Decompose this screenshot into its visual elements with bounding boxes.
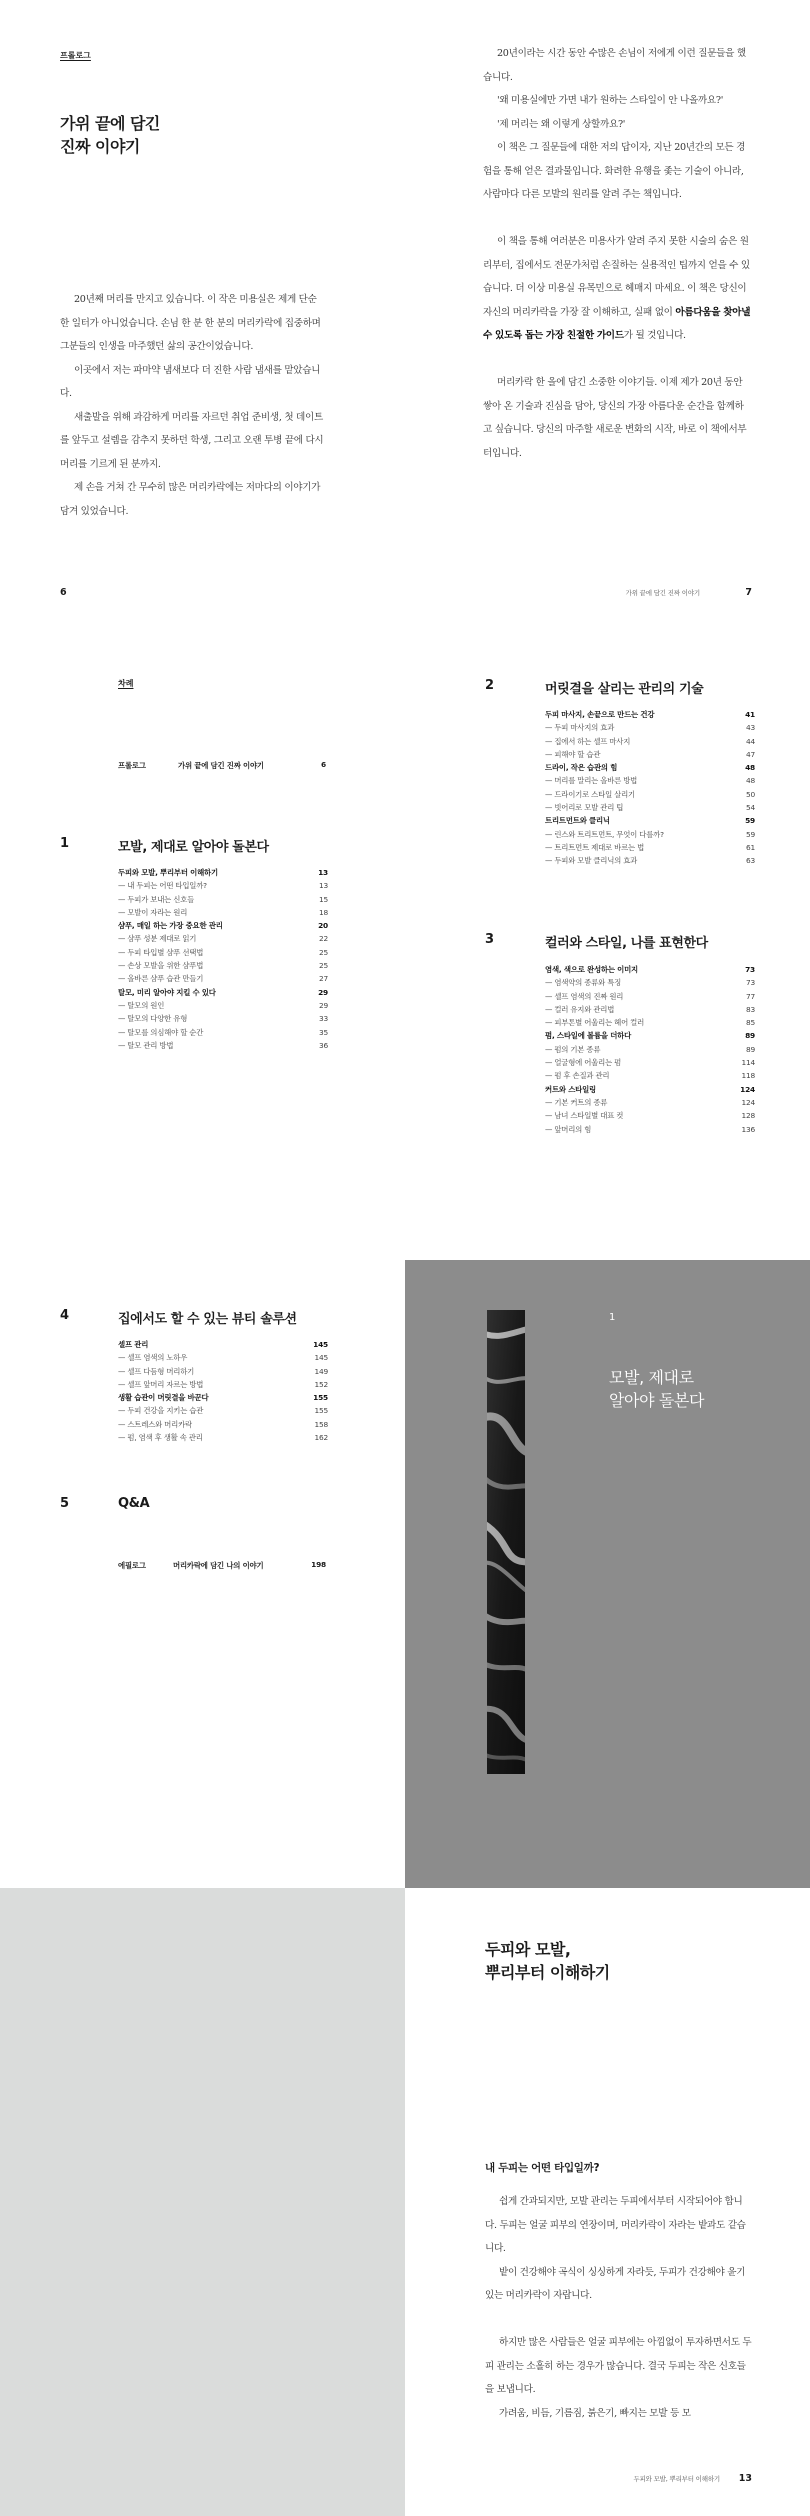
toc-entry-title: — 셀프 염색의 노하우	[118, 1353, 188, 1363]
toc-subsection-entry[interactable]	[118, 1026, 328, 1039]
toc-subsection-entry[interactable]	[545, 735, 755, 748]
toc-entry-page: 198	[311, 1560, 326, 1569]
paragraph-text: 이 책을 통해 여러분은 미용사가 알려 주지 못한 시술의 숨은 원리부터, 집에서도 전문가처럼 손질하는 실용적인 팁까지 얻을 수 있습니다. 더 이상 미용실 유목민으로 헤매지 마세요. 이 책은 당신이 자신의 머리카락을 가장 잘 이해하고, 실패 없이	[483, 236, 750, 318]
prologue-quote: '왜 미용실에만 가면 내가 원하는 스타일이 안 나올까요?'	[497, 95, 724, 106]
toc-entry-page: 114	[741, 1058, 755, 1068]
toc-entry-page: 83	[745, 1004, 755, 1014]
toc-entry-title: — 드라이기로 스타일 살리기	[545, 789, 635, 799]
toc-entry-title: 두피와 모발, 뿌리부터 이해하기	[118, 868, 218, 877]
prologue-paragraph: 새출발을 위해 과감하게 머리를 자르던 취업 준비생, 첫 데이트를 앞두고 설렘을 감추지 못하던 학생, 그리고 오랜 투병 끝에 다시 머리를 기르게 된 분까지.	[60, 411, 324, 470]
toc-entry-page: 118	[741, 1071, 755, 1081]
toc-entry-title: — 남녀 스타일별 대표 컷	[545, 1111, 624, 1121]
chapter-number: 5	[60, 1496, 70, 1511]
toc-subsection-entry[interactable]	[545, 828, 755, 841]
toc-entry-page: 59	[745, 816, 755, 826]
toc-entry-page: 25	[318, 961, 328, 971]
toc-subsection-entry[interactable]	[118, 879, 328, 892]
toc-entry-page: 85	[745, 1018, 755, 1028]
toc-entry-title: — 올바른 샴푸 습관 만들기	[118, 974, 204, 984]
toc-entry-page: 33	[318, 1014, 328, 1024]
chapter-title[interactable]: Q&A	[118, 1496, 150, 1511]
toc-subsection-entry[interactable]	[545, 990, 755, 1003]
chapter-title[interactable]: 모발, 제대로 알아야 돌본다	[118, 840, 269, 855]
toc-entry-page: 59	[745, 829, 755, 839]
toc-entry-page: 145	[313, 1340, 328, 1349]
toc-entry-title: 생활 습관이 머릿결을 바꾼다	[118, 1393, 209, 1403]
toc-subsection-entry[interactable]	[118, 946, 328, 959]
page-number: 6	[60, 587, 67, 598]
toc-entry-page: 29	[318, 987, 328, 997]
toc-subsection-entry[interactable]	[118, 893, 328, 906]
toc-subsection-entry[interactable]	[118, 1012, 328, 1025]
toc-section-entry[interactable]	[545, 761, 755, 774]
toc-entry-title: — 펌의 기본 종류	[545, 1044, 601, 1054]
toc-entry-title: — 컬러 유지와 관리법	[545, 1004, 615, 1014]
toc-page-2	[405, 630, 810, 1260]
toc-entry-page: 18	[318, 907, 328, 917]
toc-entry-title: — 두피 마사지의 효과	[545, 723, 615, 733]
section-paragraph: 하지만 많은 사람들은 얼굴 피부에는 아낌없이 투자하면서도 두피 관리는 소홀히 하는 경우가 많습니다. 결국 두피는 작은 신호들을 보냅니다.	[485, 2337, 752, 2395]
toc-entry-title: — 염색약의 종류와 특징	[545, 978, 622, 988]
toc-entry-page: 63	[745, 856, 755, 866]
toc-subsection-entry[interactable]	[545, 841, 755, 854]
toc-entry-title: — 탈모의 다양한 유형	[118, 1014, 188, 1024]
toc-entry-page: 27	[318, 974, 328, 984]
toc-subsection-entry[interactable]	[545, 1043, 755, 1056]
toc-entry-title: — 두피 건강을 지키는 습관	[118, 1406, 204, 1416]
section-paragraph: 쉽게 간과되지만, 모발 관리는 두피에서부터 시작되어야 합니다. 두피는 얼굴 피부의 연장이며, 머리카락이 자라는 밭과도 같습니다.	[485, 2196, 746, 2254]
toc-subsection-entry[interactable]	[118, 1351, 328, 1364]
toc-entry-page: 36	[318, 1040, 328, 1050]
toc-entry-title: — 두피 타입별 샴푸 선택법	[118, 947, 204, 957]
toc-section-entry[interactable]	[118, 986, 328, 999]
blank-grey-page	[0, 1888, 405, 2516]
prologue-page	[0, 0, 405, 630]
toc-subsection-entry[interactable]	[545, 1003, 755, 1016]
toc-entry-page: 158	[314, 1419, 328, 1429]
toc-page-1	[0, 630, 405, 1260]
chapter-title[interactable]: 집에서도 할 수 있는 뷰티 솔루션	[118, 1312, 297, 1327]
toc-entry-title: — 피부톤별 어울리는 헤어 컬러	[545, 1018, 645, 1028]
toc-subsection-entry[interactable]	[545, 1016, 755, 1029]
prologue-continued-page	[405, 0, 810, 630]
chapter-title[interactable]: 컬러와 스타일, 나를 표현한다	[545, 936, 708, 951]
toc-entry-page: 128	[741, 1111, 755, 1121]
toc-entry-title: 두피 마사지, 손끝으로 만드는 건강	[545, 710, 655, 719]
toc-subsection-entry[interactable]	[545, 854, 755, 867]
toc-entry-page: 152	[314, 1379, 328, 1389]
prologue-body	[60, 288, 325, 523]
toc-entry-title: 셀프 관리	[118, 1340, 149, 1349]
chapter-number: 4	[60, 1308, 70, 1323]
prologue-paragraph: 제 손을 거쳐 간 무수히 많은 머리카락에는 저마다의 이야기가 담겨 있었습니다.	[60, 482, 321, 517]
toc-entry-page: 136	[741, 1124, 755, 1134]
toc-entry-page: 15	[318, 894, 328, 904]
toc-entry-title: 탈모, 미리 알아야 지킬 수 있다	[118, 987, 216, 997]
chapter-opener-page	[405, 1260, 810, 1888]
toc-subsection-entry[interactable]	[545, 1109, 755, 1122]
toc-entry-title: — 스트레스와 머리카락	[118, 1419, 192, 1429]
toc-entry-title: — 빗어리로 모발 관리 팁	[545, 803, 624, 813]
toc-entry-page: 47	[745, 749, 755, 759]
toc-entry-page: 20	[318, 921, 328, 931]
toc-entry-title: — 샴푸 성분 제대로 읽기	[118, 934, 197, 944]
prologue-continued-body	[483, 42, 751, 465]
toc-subsection-entry[interactable]	[118, 1431, 328, 1444]
page-number: 13	[738, 2473, 752, 2484]
toc-entry-title: — 탈모의 원인	[118, 1000, 165, 1010]
toc-subsection-entry[interactable]	[118, 1418, 328, 1431]
chapter-title[interactable]: 머릿결을 살리는 관리의 기술	[545, 682, 704, 697]
toc-subsection-entry[interactable]	[545, 1056, 755, 1069]
prologue-quote: '제 머리는 왜 이렇게 상할까요?'	[497, 118, 626, 130]
chapter-number: 3	[485, 932, 495, 947]
toc-section-entry[interactable]	[545, 1029, 755, 1042]
toc-subsection-entry[interactable]	[545, 1123, 755, 1136]
toc-entry-page: 29	[318, 1000, 328, 1010]
toc-subsection-entry[interactable]	[545, 801, 755, 814]
toc-subsection-entry[interactable]	[118, 959, 328, 972]
section-title: 두피와 모발, 뿌리부터 이해하기	[485, 1940, 610, 1983]
toc-entry-page: 124	[740, 1084, 755, 1094]
prologue-paragraph	[483, 230, 751, 348]
toc-entry-label: 프롤로그	[118, 761, 146, 770]
chapter-title: 모발, 제대로 알아야 돌본다	[609, 1368, 705, 1411]
toc-entry-title: — 내 두피는 어떤 타입일까?	[118, 881, 207, 891]
toc-entry-title: — 얼굴형에 어울리는 펌	[545, 1058, 622, 1068]
toc-subsection-entry[interactable]	[118, 1378, 328, 1391]
toc-entry-title: 커트와 스타일링	[545, 1084, 596, 1094]
toc-entry-title: 샴푸, 매일 하는 가장 중요한 관리	[118, 921, 223, 931]
toc-entry-page: 48	[745, 776, 755, 786]
toc-entry-title: — 트리트먼트 제대로 바르는 법	[545, 842, 645, 852]
toc-entry-list	[545, 963, 755, 1136]
toc-subsection-entry[interactable]	[545, 788, 755, 801]
toc-subsection-entry[interactable]	[545, 1096, 755, 1109]
subsection-heading: 내 두피는 어떤 타입일까?	[485, 2162, 600, 2174]
toc-entry-title: 염색, 색으로 완성하는 이미지	[545, 965, 639, 974]
toc-subsection-entry[interactable]	[118, 906, 328, 919]
toc-entry-page: 43	[745, 723, 755, 733]
prologue-title: 가위 끝에 담긴 진짜 이야기	[60, 114, 160, 157]
toc-section-entry[interactable]	[118, 1391, 328, 1404]
toc-section-entry[interactable]	[118, 866, 328, 879]
toc-entry-page: 35	[318, 1027, 328, 1037]
toc-entry-title: — 앞머리의 힘	[545, 1124, 592, 1134]
toc-entry-page: 13	[318, 868, 328, 877]
toc-subsection-entry[interactable]	[545, 721, 755, 734]
chapter-number: 2	[485, 678, 495, 693]
toc-entry-title: 펌, 스타일에 볼륨을 더하다	[545, 1031, 632, 1041]
toc-epilogue-entry[interactable]	[118, 1560, 326, 1571]
toc-entry-label: 에필로그	[118, 1561, 146, 1570]
toc-subsection-entry[interactable]	[545, 1069, 755, 1082]
toc-entry-page: 44	[745, 736, 755, 746]
prologue-paragraph: 20년이라는 시간 동안 수많은 손님이 저에게 이런 질문들을 했습니다.	[483, 48, 746, 83]
toc-subsection-entry[interactable]	[118, 1404, 328, 1417]
toc-section-entry[interactable]	[545, 1083, 755, 1096]
toc-entry-title: — 모발이 자라는 원리	[118, 907, 188, 917]
toc-prologue-entry[interactable]	[118, 760, 326, 771]
toc-entry-title: — 셀프 다듬형 머리하기	[118, 1366, 195, 1376]
toc-entry-title: — 손상 모발을 위한 샴푸법	[118, 961, 204, 971]
toc-section-entry[interactable]	[118, 1338, 328, 1351]
toc-entry-page: 25	[318, 947, 328, 957]
toc-entry-page: 54	[745, 803, 755, 813]
toc-entry-page: 149	[314, 1366, 328, 1376]
toc-entry-page: 155	[313, 1393, 328, 1403]
toc-entry-page: 77	[745, 991, 755, 1001]
toc-entry-title: — 피해야 할 습관	[545, 749, 601, 759]
toc-subsection-entry[interactable]	[118, 932, 328, 945]
toc-entry-title: — 머리를 말리는 올바른 방법	[545, 776, 638, 786]
chapter-number: 1	[60, 836, 70, 851]
toc-entry-page: 73	[745, 965, 755, 974]
section-paragraph: 가려움, 비듬, 기름짐, 붉은기, 빠지는 모발 등 모	[499, 2407, 691, 2419]
toc-entry-page: 145	[314, 1353, 328, 1363]
brush-swirl-graphic	[487, 1310, 525, 1774]
toc-entry-page: 61	[745, 842, 755, 852]
toc-section-entry[interactable]	[545, 963, 755, 976]
toc-entry-page: 13	[318, 881, 328, 891]
section-page	[405, 1888, 810, 2516]
toc-subsection-entry[interactable]	[118, 1039, 328, 1052]
prologue-paragraph: 머리카락 한 올에 담긴 소중한 이야기들. 이제 제가 20년 동안 쌓아 온 기술과 진심을 담아, 당신의 가장 아름다운 순간을 함께하고 싶습니다. 당신의 마주할 새로운 변화의 시작, 바로 이 책에서부터입니다.	[483, 377, 747, 459]
prologue-label: 프롤로그	[60, 51, 91, 60]
toc-heading: 차례	[118, 679, 134, 688]
toc-entry-list	[545, 708, 755, 868]
toc-entry-page: 41	[745, 710, 755, 719]
toc-subsection-entry[interactable]	[545, 748, 755, 761]
chapter-number: 1	[609, 1312, 616, 1323]
toc-page-3	[0, 1260, 405, 1888]
highlighted-phrase: 아름다움을 찾아낼 수 있도록 돕는 가장 친절한 가이드	[483, 306, 751, 341]
toc-subsection-entry[interactable]	[118, 1365, 328, 1378]
toc-entry-list	[118, 866, 328, 1052]
toc-section-entry[interactable]	[545, 814, 755, 827]
toc-entry-page: 50	[745, 789, 755, 799]
toc-entry-title: — 집에서 하는 셀프 마사지	[545, 736, 631, 746]
toc-subsection-entry[interactable]	[545, 774, 755, 787]
toc-entry-title: — 린스와 트리트먼트, 무엇이 다를까?	[545, 829, 664, 839]
toc-entry-title: — 두피가 보내는 신호들	[118, 894, 195, 904]
toc-entry-title: — 탈모를 의심해야 할 순간	[118, 1027, 204, 1037]
toc-subsection-entry[interactable]	[118, 972, 328, 985]
prologue-paragraph: 이곳에서 저는 파마약 냄새보다 더 진한 사람 냄새를 맡았습니다.	[60, 364, 321, 399]
running-head: 두피와 모발, 뿌리부터 이해하기	[633, 2475, 720, 2483]
prologue-paragraph: 20년째 머리를 만지고 있습니다. 이 작은 미용실은 제게 단순한 일터가 아니었습니다. 손님 한 분 한 분의 머리카락에 집중하며 그분들의 인생을 마주했던 삶의 공간이었습니다.	[60, 294, 321, 352]
section-body	[485, 2190, 753, 2425]
toc-entry-page: 89	[745, 1044, 755, 1054]
toc-subsection-entry[interactable]	[545, 976, 755, 989]
toc-entry-page: 162	[314, 1433, 328, 1443]
paragraph-text: 가 될 것입니다.	[623, 330, 686, 341]
toc-section-entry[interactable]	[545, 708, 755, 721]
toc-entry-title: 트리트먼트와 클리닉	[545, 816, 610, 826]
toc-entry-page: 6	[321, 760, 326, 769]
toc-entry-title: 가위 끝에 담긴 진짜 이야기	[178, 761, 264, 770]
toc-entry-page: 48	[745, 763, 755, 773]
page-number: 7	[745, 587, 752, 598]
toc-entry-page: 73	[745, 978, 755, 988]
toc-entry-title: — 셀프 앞머리 자르는 방법	[118, 1379, 204, 1389]
toc-entry-title: — 펌, 염색 후 생활 속 관리	[118, 1433, 203, 1443]
toc-entry-title: — 탈모 관리 방법	[118, 1040, 174, 1050]
running-head: 가위 끝에 담긴 진짜 이야기	[625, 589, 700, 597]
toc-entry-page: 22	[318, 934, 328, 944]
toc-entry-title: — 두피와 모발 클리닉의 효과	[545, 856, 638, 866]
toc-entry-list	[118, 1338, 328, 1444]
toc-entry-page: 89	[745, 1031, 755, 1041]
prologue-paragraph: 이 책은 그 질문들에 대한 저의 답이자, 지난 20년간의 모든 경험을 통해 얻은 결과물입니다. 화려한 유행을 좇는 기술이 아니라, 사람마다 다른 모발의 원리를 알려 주는 책입니다.	[483, 142, 746, 200]
toc-entry-title: 머리카락에 담긴 나의 이야기	[173, 1561, 264, 1570]
brush-swirl-image	[487, 1310, 525, 1774]
toc-entry-page: 124	[741, 1097, 755, 1107]
section-paragraph: 밭이 건강해야 곡식이 싱싱하게 자라듯, 두피가 건강해야 윤기 있는 머리카락이 자랍니다.	[485, 2266, 746, 2301]
toc-subsection-entry[interactable]	[118, 999, 328, 1012]
toc-entry-page: 155	[314, 1406, 328, 1416]
toc-entry-title: 드라이, 작은 습관의 힘	[545, 763, 618, 773]
toc-section-entry[interactable]	[118, 919, 328, 932]
toc-entry-title: — 펌 후 손질과 관리	[545, 1071, 610, 1081]
toc-entry-title: — 셀프 염색의 진짜 원리	[545, 991, 624, 1001]
toc-entry-title: — 기본 커트의 종류	[545, 1097, 608, 1107]
